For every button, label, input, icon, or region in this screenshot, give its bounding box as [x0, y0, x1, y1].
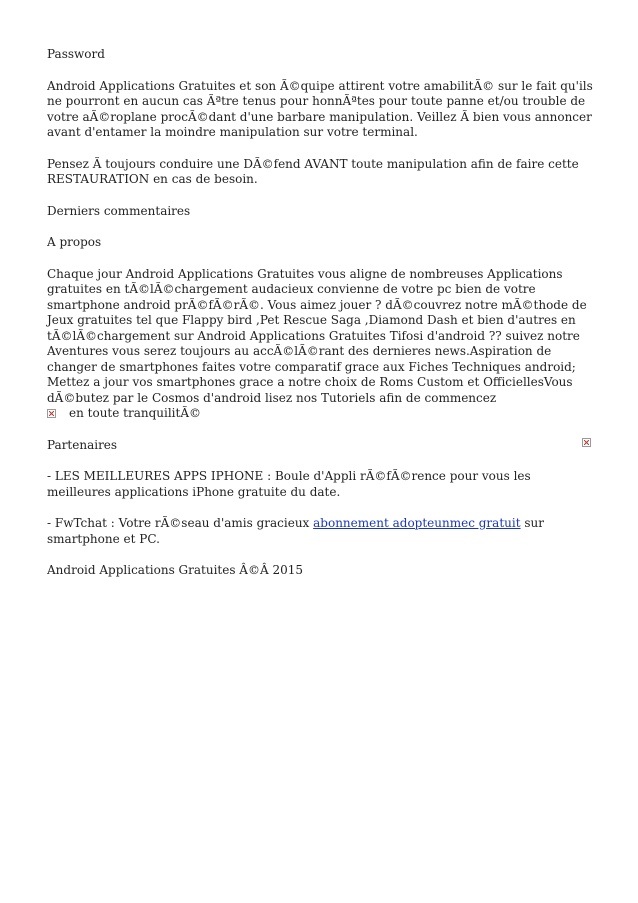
partner-link[interactable]: abonnement adopteunmec gratuit: [313, 516, 521, 530]
footer-copyright: Android Applications Gratuites Â©Â 2015: [47, 563, 303, 577]
partner-text: sur smartphone et PC.: [47, 516, 544, 546]
about-paragraph: [47, 267, 597, 422]
broken-image-icon: [582, 438, 591, 447]
content: [47, 47, 597, 595]
password-label: Password: [47, 47, 105, 61]
partners-heading-text: Partenaires: [47, 437, 118, 452]
partner-item: - LES MEILLEURES APPS IPHONE : Boule d'Appli rÃ©fÃ©rence pour vous les meilleures applications iPhone gratuite du date.: [47, 469, 531, 499]
restore-reminder: Pensez Ã toujours conduire une DÃ©fend AVANT toute manipulation afin de faire cette RESTAURATION en cas de besoin.: [47, 156, 579, 186]
comments-heading: Derniers commentaires: [47, 203, 191, 218]
about-tail: en toute tranquilitÃ©: [69, 406, 202, 420]
about-text: Chaque jour Android Applications Gratuites vous aligne de nombreuses Applications gratuites en tÃ©lÃ©chargement audacieux convienne de votre pc bien de votre smartphone android prÃ©fÃ©rÃ©. Vous aimez jouer ? dÃ©couvrez notre mÃ©thode de Jeux gratuites tel que Flappy bird ,Pet Rescue Saga ,Diamond Dash et bien d'autres en tÃ©lÃ©chargement sur Android Applications Gratuites Tifosi d'android ?? suivez notre Aventures vous serez toujours au accÃ©lÃ©rant des dernieres news.Aspiration de changer de smartphones faites votre comparatif grace aux Fiches Techniques android; Mettez a jour vos smartphones grace a notre choix de Roms Custom et OfficiellesVous dÃ©butez par le Cosmos d'android lisez nos Tutoriels afin de commencez: [47, 266, 587, 405]
disclaimer-text: Android Applications Gratuites et son Ã©quipe attirent votre amabilitÃ© sur le fait qu'ils ne pourront en aucun cas Ãªtre tenus pour honnÃªtes pour toute panne et/ou trouble de votre aÃ©roplane procÃ©dant d'une barbare manipulation. Veillez Ã bien vous annoncer avant d'entamer la moindre manipulation sur votre terminal.: [47, 78, 593, 139]
about-heading: A propos: [47, 235, 102, 249]
partner-text: - FwTchat : Votre rÃ©seau d'amis gracieux: [47, 516, 314, 530]
partner-item: [47, 516, 597, 547]
broken-image-icon: [47, 409, 56, 418]
partners-heading: [47, 438, 597, 454]
